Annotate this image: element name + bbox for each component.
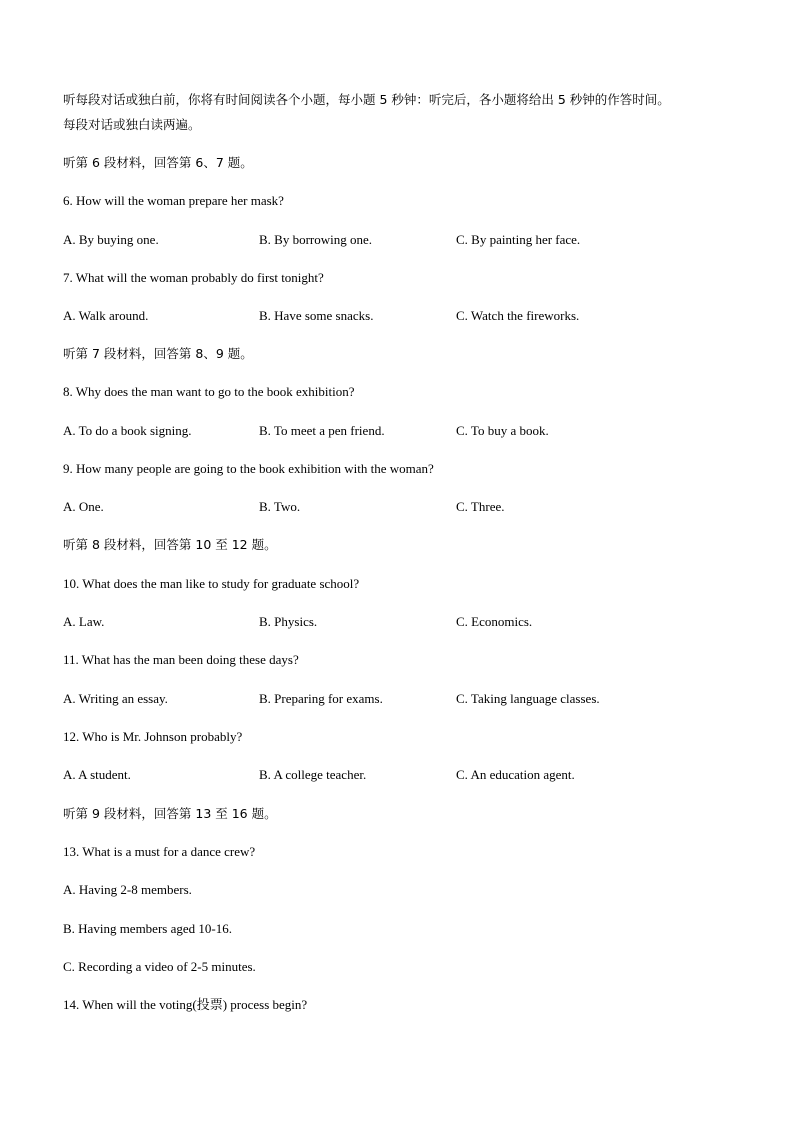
option-b: B. A college teacher. — [259, 767, 367, 782]
option-c: C. An education agent. — [456, 767, 575, 782]
question-stem-6: 6. How will the woman prepare her mask? — [63, 193, 284, 208]
options-row-11 — [63, 691, 743, 707]
options-row-10 — [63, 614, 743, 630]
option-a: A. To do a book signing. — [63, 423, 192, 438]
section-heading-7: 听第 7 段材料，回答第 8、9 题。 — [63, 346, 253, 361]
question-stem-14: 14. When will the voting(投票) process begin? — [63, 997, 308, 1012]
options-row-9 — [63, 499, 743, 515]
option-b: B. By borrowing one. — [259, 232, 373, 247]
question-stem-11: 11. What has the man been doing these days? — [63, 652, 299, 667]
option-b: B. Preparing for exams. — [259, 691, 383, 706]
option-c: C. By painting her face. — [456, 232, 581, 247]
question-stem-9: 9. How many people are going to the book exhibition with the woman? — [63, 461, 434, 476]
option-a: A. Law. — [63, 614, 105, 629]
option-a: A. One. — [63, 499, 104, 514]
option-c: C. Three. — [456, 499, 505, 514]
options-row-12 — [63, 767, 743, 783]
option-b: B. Have some snacks. — [259, 308, 374, 323]
option-b: B. Physics. — [259, 614, 318, 629]
option-c-13: C. Recording a video of 2-5 minutes. — [63, 959, 256, 974]
option-b: B. Two. — [259, 499, 301, 514]
option-b: B. To meet a pen friend. — [259, 423, 385, 438]
question-stem-7: 7. What will the woman probably do first tonight? — [63, 270, 324, 285]
option-b-13: B. Having members aged 10-16. — [63, 921, 232, 936]
options-row-7 — [63, 308, 743, 324]
option-a: A. By buying one. — [63, 232, 159, 247]
section-heading-9: 听第 9 段材料，回答第 13 至 16 题。 — [63, 806, 277, 821]
instructions-line-1: 听每段对话或独白前，你将有时间阅读各个小题，每小题 5 秒钟：听完后，各小题将给出 5 秒钟的作答时间。 — [63, 92, 670, 107]
question-stem-10: 10. What does the man like to study for graduate school? — [63, 576, 360, 591]
option-c: C. Taking language classes. — [456, 691, 600, 706]
option-a: A. A student. — [63, 767, 131, 782]
option-a-13: A. Having 2-8 members. — [63, 882, 192, 897]
question-stem-13: 13. What is a must for a dance crew? — [63, 844, 256, 859]
options-row-8 — [63, 423, 743, 439]
question-stem-12: 12. Who is Mr. Johnson probably? — [63, 729, 243, 744]
section-heading-8: 听第 8 段材料，回答第 10 至 12 题。 — [63, 537, 277, 552]
option-c: C. To buy a book. — [456, 423, 549, 438]
option-a: A. Writing an essay. — [63, 691, 168, 706]
section-heading-6: 听第 6 段材料，回答第 6、7 题。 — [63, 155, 253, 170]
instructions-line-2: 每段对话或独白读两遍。 — [63, 117, 201, 132]
option-a: A. Walk around. — [63, 308, 149, 323]
options-row-6 — [63, 232, 743, 248]
question-stem-8: 8. Why does the man want to go to the book exhibition? — [63, 384, 355, 399]
option-c: C. Watch the fireworks. — [456, 308, 580, 323]
option-c: C. Economics. — [456, 614, 533, 629]
